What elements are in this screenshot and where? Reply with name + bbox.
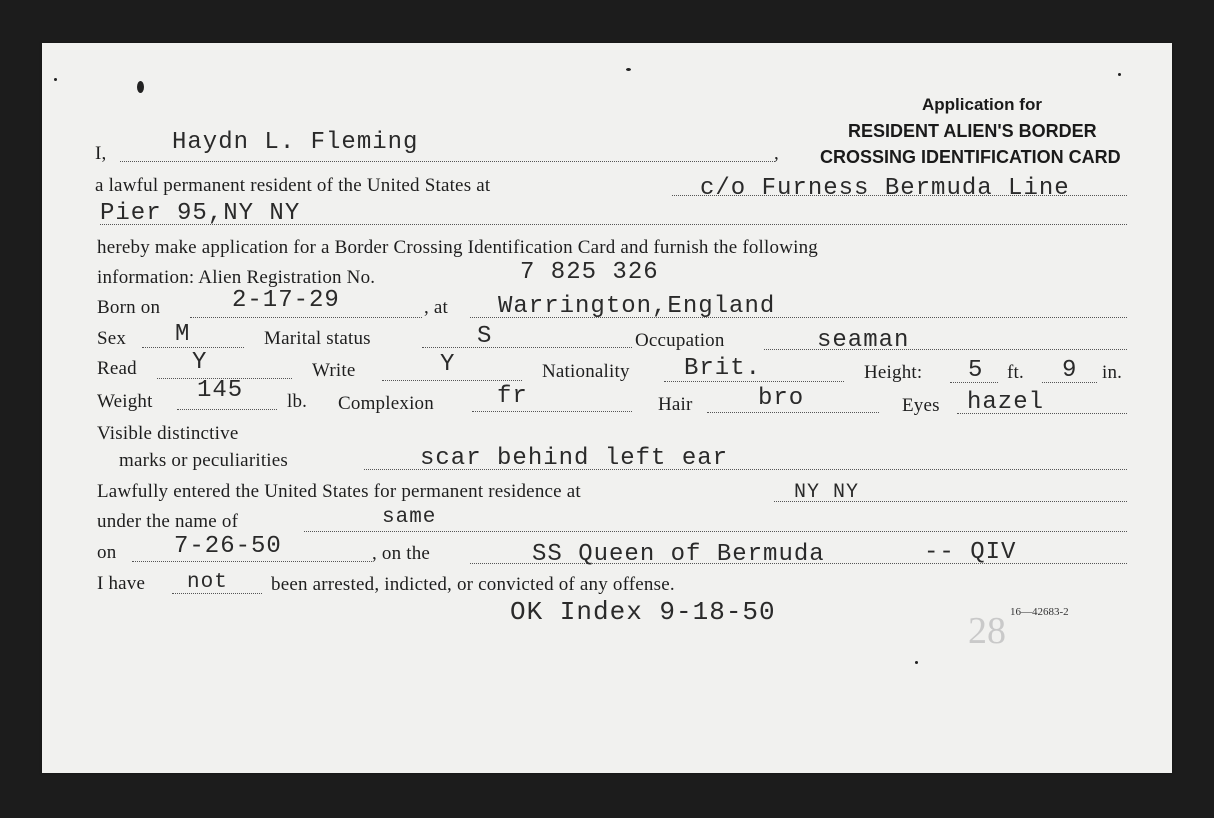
label-hereby: hereby make application for a Border Crossing Identification Card and furnish the following [97, 237, 819, 258]
label-born-on: Born on [97, 297, 161, 318]
born-date-line [190, 317, 422, 318]
address-line2 [100, 224, 1127, 225]
speck [1118, 73, 1121, 76]
label-i-have: I have [97, 573, 146, 594]
vessel-code: -- QIV [924, 539, 1017, 566]
born-date: 2-17-29 [232, 287, 340, 314]
label-nationality: Nationality [542, 361, 630, 382]
applicant-name: Haydn L. Fleming [172, 129, 419, 156]
label-height: Height: [864, 362, 923, 383]
label-complexion: Complexion [338, 393, 434, 414]
label-under-name: under the name of [97, 511, 239, 532]
label-offense: been arrested, indicted, or convicted of any offense. [271, 574, 675, 595]
sex-line [142, 347, 244, 348]
complexion-line [472, 411, 632, 412]
header-title-line2: RESIDENT ALIEN'S BORDER [848, 121, 1097, 141]
entry-date-line [132, 561, 372, 562]
label-lb: lb. [287, 391, 308, 412]
height-in-value: 9 [1062, 357, 1078, 384]
address-value-2: Pier 95,NY NY [100, 200, 301, 227]
not-value: not [187, 571, 228, 594]
application-card [42, 43, 1172, 773]
label-resident: a lawful permanent resident of the United States at [95, 175, 491, 196]
label-occupation: Occupation [635, 330, 725, 351]
label-ft: ft. [1007, 362, 1024, 383]
label-read: Read [97, 358, 137, 379]
header-title-line1: Application for [922, 95, 1042, 114]
speck [137, 81, 144, 93]
under-name-value: same [382, 506, 437, 529]
vessel-name: SS Queen of Bermuda [532, 541, 825, 568]
label-on-the: , on the [372, 543, 431, 564]
marks-value: scar behind left ear [420, 445, 729, 472]
label-marital-status: Marital status [264, 328, 371, 349]
ok-index-annotation: OK Index 9-18-50 [510, 597, 776, 627]
form-number: 16—42683-2 [1010, 606, 1069, 618]
label-i: I, [95, 143, 107, 164]
address-value-1: c/o Furness Bermuda Line [700, 175, 1070, 202]
entry-date: 7-26-50 [174, 533, 282, 560]
write-line [382, 380, 522, 381]
write-value: Y [440, 351, 456, 378]
label-comma: , [774, 143, 779, 164]
sex-value: M [175, 321, 191, 348]
hair-value: bro [758, 385, 805, 412]
label-weight: Weight [97, 391, 153, 412]
marital-line [422, 347, 632, 348]
marital-value: S [477, 323, 493, 350]
label-marks-peculiarities: marks or peculiarities [119, 450, 289, 471]
born-place: Warrington,England [498, 293, 776, 320]
label-hair: Hair [658, 394, 693, 415]
hair-line [707, 412, 879, 413]
label-sex: Sex [97, 328, 127, 349]
header-title-line3: CROSSING IDENTIFICATION CARD [820, 147, 1121, 167]
occupation-value: seaman [817, 327, 910, 354]
speck [915, 661, 918, 664]
label-at: , at [424, 297, 449, 318]
label-alien-registration: information: Alien Registration No. [97, 267, 376, 288]
label-eyes: Eyes [902, 395, 940, 416]
stamp-number: 28 [968, 610, 1006, 652]
complexion-value: fr [497, 383, 528, 410]
label-write: Write [312, 360, 356, 381]
speck [626, 68, 631, 71]
alien-registration-number: 7 825 326 [520, 259, 659, 286]
label-lawfully-entered: Lawfully entered the United States for permanent residence at [97, 481, 581, 502]
entered-at-value: NY NY [794, 481, 860, 504]
label-on: on [97, 542, 117, 563]
height-ft-value: 5 [968, 357, 984, 384]
name-line [120, 161, 775, 162]
label-visible-distinctive: Visible distinctive [97, 423, 239, 444]
label-in: in. [1102, 362, 1123, 383]
nationality-value: Brit. [684, 355, 762, 382]
weight-line [177, 409, 277, 410]
weight-value: 145 [197, 377, 244, 404]
read-value: Y [192, 349, 208, 376]
eyes-value: hazel [967, 389, 1045, 416]
under-name-line [304, 531, 1127, 532]
speck [54, 78, 57, 81]
